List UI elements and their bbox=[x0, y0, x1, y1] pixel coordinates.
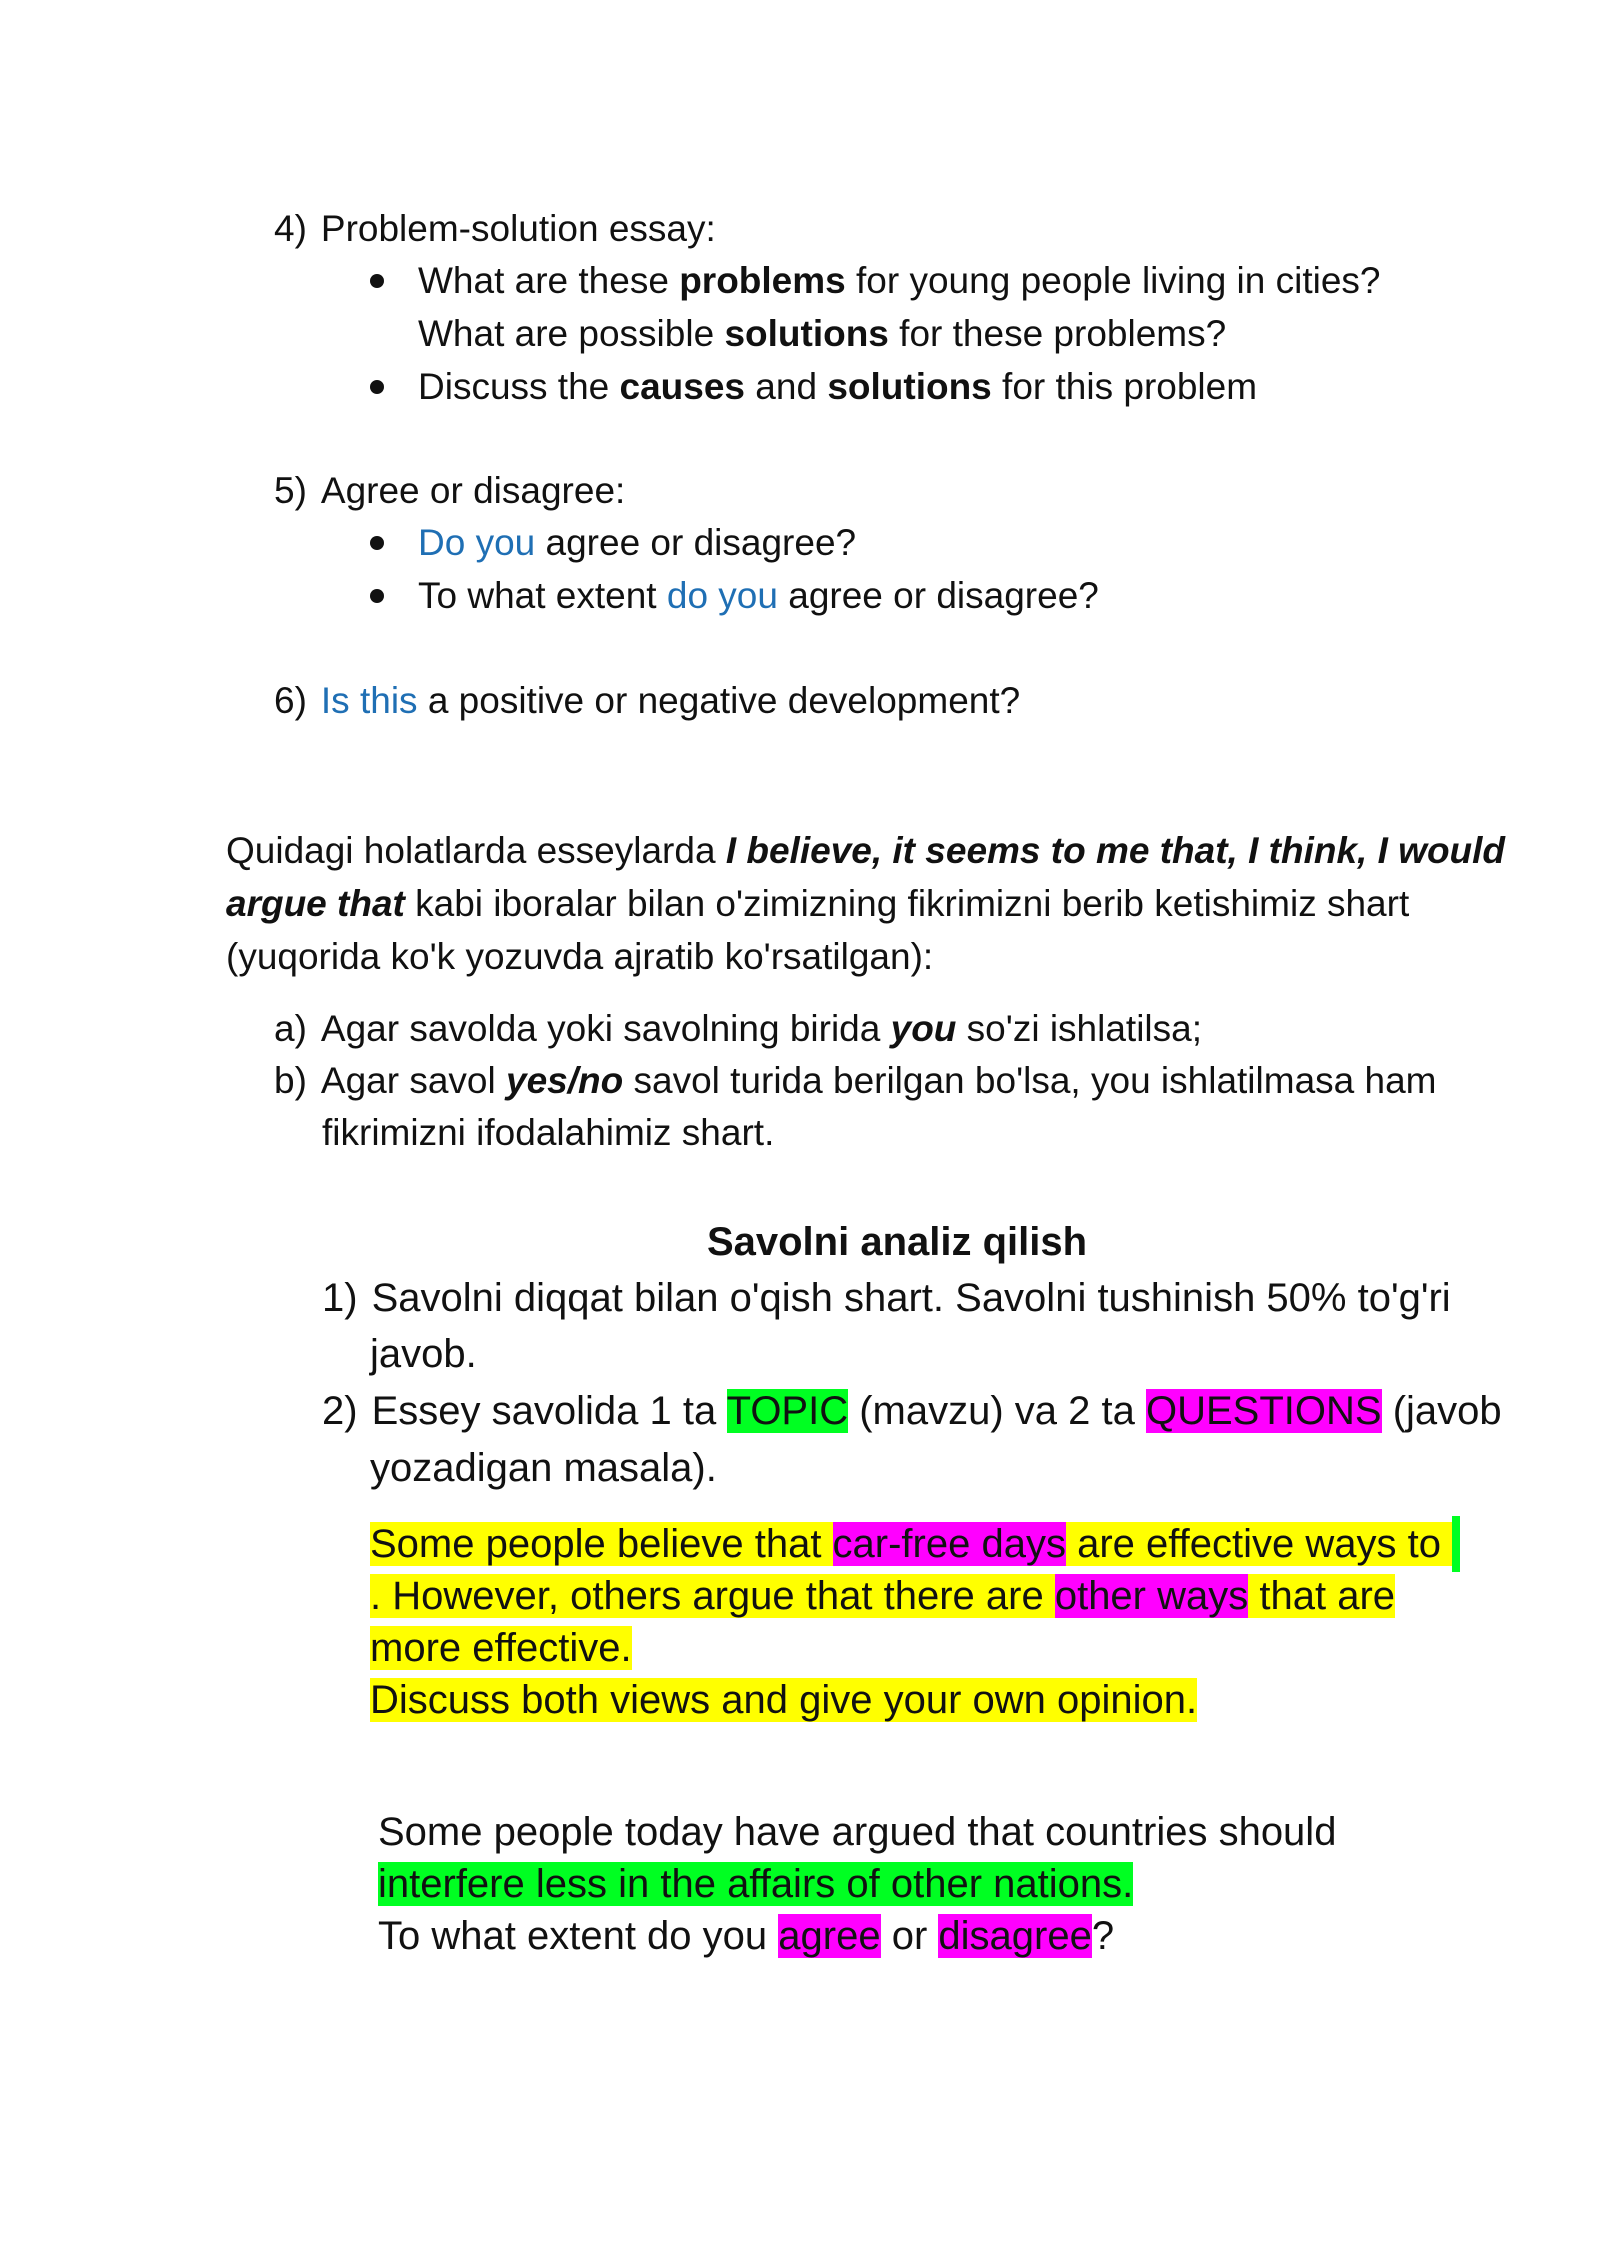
text: Some people today have argued that countries should bbox=[378, 1810, 1337, 1854]
blue-phrase: do you bbox=[666, 575, 778, 616]
bullet-dot bbox=[370, 589, 384, 603]
text: so'zi ishlatilsa; bbox=[956, 1008, 1203, 1049]
list-marker: b) bbox=[274, 1060, 307, 1101]
bold-causes: causes bbox=[619, 366, 746, 407]
blue-phrase: Is this bbox=[320, 680, 418, 721]
text: for these problems? bbox=[888, 313, 1227, 354]
text: Quidagi holatlarda esseylarda bbox=[226, 830, 726, 871]
text: Discuss the bbox=[418, 366, 620, 407]
text: (javob bbox=[1381, 1389, 1502, 1433]
item-4-bullet-1-line-1 bbox=[418, 256, 1381, 306]
text: yozadigan masala). bbox=[370, 1446, 717, 1490]
text: javob. bbox=[370, 1332, 477, 1376]
text: agree or disagree? bbox=[777, 575, 1099, 616]
bold-italic-phrases: I believe, it seems to me that, I think, I would bbox=[725, 830, 1506, 871]
text: for young people living in cities? bbox=[845, 260, 1381, 301]
condition-b-line-1 bbox=[274, 1056, 1436, 1106]
text: Savolni diqqat bilan o'qish shart. Savolni tushinish 50% to'g'ri bbox=[371, 1276, 1451, 1320]
text: Agar savolda yoki savolning birida bbox=[320, 1008, 891, 1049]
text: or bbox=[880, 1914, 939, 1958]
blue-phrase: Do you bbox=[418, 522, 536, 563]
analysis-item-2-line-2 bbox=[370, 1440, 717, 1496]
text: agree or disagree? bbox=[535, 522, 857, 563]
intro-line-1 bbox=[226, 826, 1505, 876]
item-4-bullet-1-line-2 bbox=[418, 309, 1226, 359]
example-1-line-3 bbox=[370, 1620, 632, 1676]
text: are effective ways to bbox=[1065, 1522, 1453, 1566]
text: What are these bbox=[418, 260, 680, 301]
intro-line-3 bbox=[226, 932, 933, 982]
example-1-line-1 bbox=[370, 1516, 1460, 1572]
text: To what extent do you bbox=[378, 1914, 779, 1958]
text: that are bbox=[1248, 1574, 1396, 1618]
intro-line-2 bbox=[226, 879, 1409, 929]
item-5-bullet-2 bbox=[418, 571, 1099, 621]
text: What are possible bbox=[418, 313, 725, 354]
text: . However, others argue that there are bbox=[370, 1574, 1055, 1618]
text: Some people believe that bbox=[370, 1522, 833, 1566]
bold-italic-phrase: argue that bbox=[226, 883, 405, 924]
bold-solutions: solutions bbox=[724, 313, 889, 354]
text: a positive or negative development? bbox=[417, 680, 1021, 721]
disagree-highlight: disagree bbox=[938, 1914, 1092, 1958]
bullet-dot bbox=[370, 380, 384, 394]
bold-italic-yes-no: yes/no bbox=[506, 1060, 624, 1101]
section-title: Savolni analiz qilish bbox=[706, 1220, 1088, 1264]
bold-italic-you: you bbox=[890, 1008, 957, 1049]
bullet-dot bbox=[370, 274, 384, 288]
example-2-line-2 bbox=[378, 1856, 1133, 1912]
item-5-bullet-1 bbox=[418, 518, 856, 568]
condition-b-line-2 bbox=[322, 1108, 774, 1158]
item-5-number: 5) bbox=[274, 470, 307, 511]
analysis-item-1-line-1 bbox=[322, 1270, 1451, 1326]
bullet-dot bbox=[370, 536, 384, 550]
text: kabi iboralar bilan o'zimizning fikrimizni berib ketishimiz shart bbox=[404, 883, 1410, 924]
text: To what extent bbox=[418, 575, 667, 616]
text: fikrimizni ifodalahimiz shart. bbox=[322, 1112, 775, 1153]
agree-highlight: agree bbox=[778, 1914, 881, 1958]
example-1-line-2 bbox=[370, 1568, 1395, 1624]
bold-solutions: solutions bbox=[827, 366, 992, 407]
text: Essey savolida 1 ta bbox=[371, 1389, 727, 1433]
item-4-bullet-2 bbox=[418, 362, 1257, 412]
text: Agar savol bbox=[320, 1060, 506, 1101]
text: ? bbox=[1091, 1914, 1115, 1958]
topic-phrase-highlight: car-free days bbox=[832, 1522, 1066, 1566]
item-4-heading bbox=[274, 204, 716, 254]
example-1-line-4 bbox=[370, 1672, 1197, 1728]
text: more effective. bbox=[370, 1626, 632, 1670]
item-5-heading bbox=[274, 466, 625, 516]
example-2-line-1 bbox=[378, 1804, 1336, 1860]
list-marker: 1) bbox=[322, 1276, 358, 1320]
list-marker: a) bbox=[274, 1008, 307, 1049]
item-4-number: 4) bbox=[274, 208, 307, 249]
text: for this problem bbox=[991, 366, 1258, 407]
topic-highlight: interfere less in the affairs of other nations. bbox=[378, 1862, 1134, 1906]
item-4-title: Problem-solution essay: bbox=[320, 208, 716, 249]
item-6-number: 6) bbox=[274, 680, 307, 721]
text: Discuss both views and give your own opinion. bbox=[370, 1678, 1198, 1722]
text: and bbox=[745, 366, 828, 407]
example-2-line-3 bbox=[378, 1908, 1114, 1964]
list-marker: 2) bbox=[322, 1389, 358, 1433]
other-ways-highlight: other ways bbox=[1054, 1574, 1249, 1618]
text: (mavzu) va 2 ta bbox=[848, 1389, 1146, 1433]
green-marker bbox=[1452, 1516, 1460, 1572]
topic-highlight: TOPIC bbox=[726, 1389, 849, 1433]
text: (yuqorida ko'k yozuvda ajratib ko'rsatilgan): bbox=[226, 936, 934, 977]
item-6 bbox=[274, 676, 1020, 726]
analysis-item-2-line-1 bbox=[322, 1383, 1502, 1439]
analysis-item-1-line-2 bbox=[370, 1326, 477, 1382]
condition-a bbox=[274, 1004, 1202, 1054]
text: savol turida berilgan bo'lsa, you ishlatilmasa ham bbox=[623, 1060, 1437, 1101]
bold-problems: problems bbox=[679, 260, 846, 301]
questions-highlight: QUESTIONS bbox=[1146, 1389, 1382, 1433]
item-5-title: Agree or disagree: bbox=[320, 470, 626, 511]
